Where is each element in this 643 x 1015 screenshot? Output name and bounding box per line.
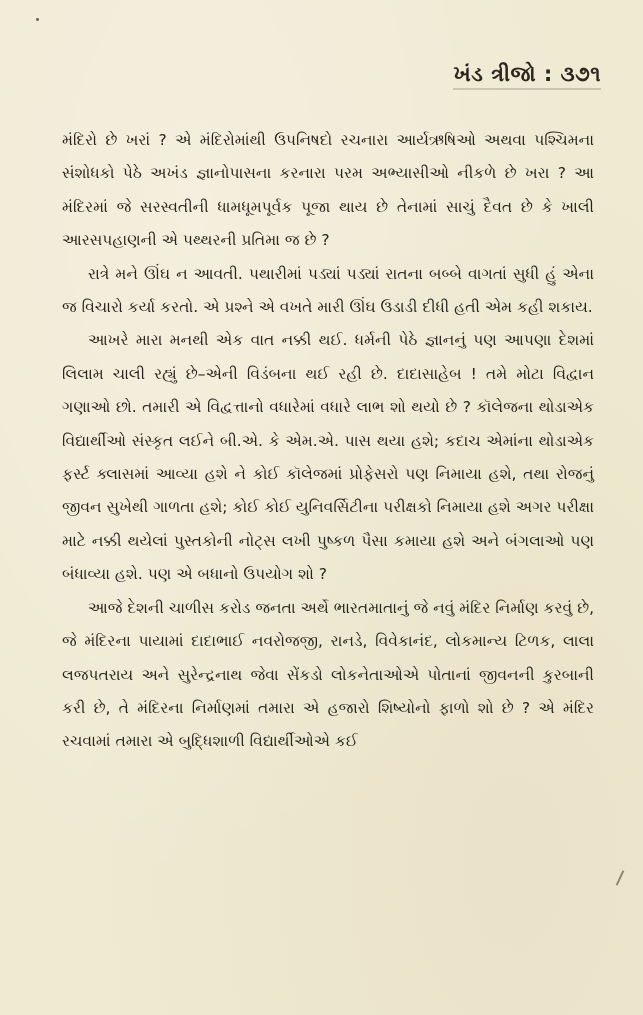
running-head: [453, 62, 601, 87]
paragraph: આજે દેશની ચાળીસ કરોડ જનતા અર્થે ભારતમાતાનું જે નવું મંદિર નિર્માણ કરવું છે, જે મંદિરના પાયામાં દાદાભાઈ નવરોજજી, રાનડે, વિવેકાનંદ, લોકમાન્ય ટિળક, લાલા લજપતરાય અને સુરેન્દ્રનાથ જેવા સેંકડો લોકનેતાઓએ પોતાનાં જીવનની કુરબાની કરી છે, તે મંદિરના નિર્માણમાં તમારા એ હજારો શિષ્યોનો ફાળો શો છે ? એ મંદિર રચવામાં તમારા એ બુદ્ધિશાળી વિદ્યાર્થીઓએ કઈ: [62, 598, 594, 751]
body-text: [62, 124, 594, 759]
margin-mark: [616, 870, 625, 885]
paragraph: રાત્રે મને ઊંઘ ન આવતી. પથારીમાં પડ્યાં પડ્યાં રાતના બબ્બે વાગતાં સુધી હું એના જ વિચારો કર્યા કરતો. એ પ્રશ્ને એ વખતે મારી ઊંઘ ઉડાડી દીધી હતી એમ કહી શકાય.: [62, 264, 594, 317]
running-head-underline: [453, 88, 601, 90]
paragraph: આખરે મારા મનથી એક વાત નક્કી થઈ. ધર્મની પેઠે જ્ઞાનનું પણ આપણા દેશમાં લિલામ ચાલી રહ્યું છે–એની વિડંબના થઈ રહી છે. દાદાસાહેબ ! તમે મોટા વિદ્વાન ગણાઓ છો. તમારી એ વિદ્વત્તાનો વધારેમાં વધારે લાભ શો થયો છે ? કૉલેજના થોડાએક વિદ્યાર્થીઓ સંસ્કૃત લઈને બી.એ. કે એમ.એ. પાસ થયા હશે; કદાચ એમાંના થોડાએક ફર્સ્ટ ક્લાસમાં આવ્યા હશે ને કોઈ કૉલેજમાં પ્રોફેસરો પણ નિમાયા હશે, તથા રોજનું જીવન સુખેથી ગાળતા હશે; કોઈ કોઈ યુનિવર્સિટીના પરીક્ષકો નિમાયા હશે અગર પરીક્ષા માટે નક્કી થયેલાં પુસ્તકોની નોટ્સ લખી પુષ્કળ પૈસા કમાયા હશે અને બંગલાઓ પણ બંધાવ્યા હશે. પણ એ બધાનો ઉપયોગ શો ?: [62, 331, 594, 584]
paragraph-continuation: મંદિરો છે ખરાં ? એ મંદિરોમાંથી ઉપનિષદો રચનારા આર્યઋષિઓ અથવા પશ્ચિમના સંશોધકો પેઠે અખંડ જ્ઞાનોપાસના કરનારા પરમ અભ્યાસીઓ નીકળે છે ખરા ? આ મંદિરમાં જે સરસ્વતીની ધામધૂમપૂર્વક પૂજા થાય છે તેનામાં સાચું દૈવત છે કે ખાલી આરસપહાણની એ પથ્થરની પ્રતિમા જ છે ?: [62, 131, 594, 250]
page-speck: [36, 18, 39, 21]
running-head-text: ખંડ ત્રીજો : ૩૭૧: [453, 62, 601, 86]
